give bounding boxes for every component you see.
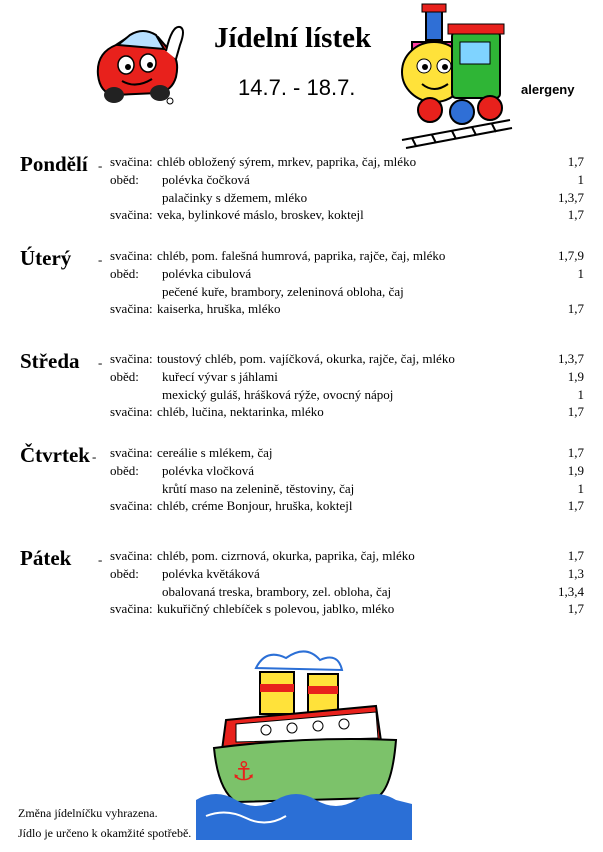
meal-label: oběd: [110,172,139,187]
meal-allergens: 1 [577,172,584,187]
meal-allergens: 1,3,7 [558,351,584,366]
meal-text: polévka čočková [162,172,250,187]
meal-text: obalovaná treska, brambory, zel. obloha, čaj [162,584,392,599]
meal-allergens: 1,3 [567,566,584,581]
day-dash: - [98,158,103,173]
meal-text: cereálie s mlékem, čaj [157,445,273,460]
day-name: Úterý [20,246,72,270]
meal-allergens: 1,7 [567,548,584,563]
meal-label: svačina: [110,445,153,460]
meal-text: krůtí maso na zelenině, těstoviny, čaj [162,481,355,496]
meal-text: chléb obložený sýrem, mrkev, paprika, čaj, mléko [157,154,417,169]
meal-allergens: 1,3,4 [558,584,584,599]
page-title: Jídelní lístek [214,22,372,54]
meal-allergens: 1 [577,266,584,281]
meal-allergens: 1 [577,481,584,496]
meal-allergens: 1,7 [567,601,584,616]
meal-allergens: 1,7 [567,207,584,222]
ship-illustration-icon [196,640,412,840]
meal-label: svačina: [110,601,153,616]
meal-allergens: 1,7 [567,301,584,316]
meal-text: pečené kuře, brambory, zeleninová obloha, čaj [162,284,404,299]
day-dash: - [98,355,103,370]
meal-allergens: 1,3,7 [558,190,584,205]
meal-label: svačina: [110,154,153,169]
meal-text: palačinky s džemem, mléko [162,190,308,205]
day-dash: - [98,552,103,567]
meal-allergens: 1,7 [567,445,584,460]
meal-label: svačina: [110,548,153,563]
meal-allergens: 1,7 [567,498,584,513]
meal-allergens: 1,7 [567,404,584,419]
meal-text: mexický guláš, hrášková rýže, ovocný nápoj [162,387,394,402]
meal-text: chléb, pom. falešná humrová, paprika, rajče, čaj, mléko [157,248,446,263]
meal-text: kaiserka, hruška, mléko [157,301,281,316]
meal-label: oběd: [110,266,139,281]
meal-allergens: 1,7,9 [558,248,584,263]
footer-note-consumption: Jídlo je určeno k okamžité spotřebě. [18,826,192,840]
day-dash: - [98,252,103,267]
meal-label: svačina: [110,301,153,316]
allergens-column-header: alergeny [521,82,575,97]
meal-text: polévka vločková [162,463,255,478]
day-name: Pondělí [20,152,88,176]
train-illustration-icon [392,2,516,152]
meal-text: veka, bylinkové máslo, broskev, koktejl [157,207,364,222]
meal-label: svačina: [110,207,153,222]
meal-label: oběd: [110,566,139,581]
meal-label: svačina: [110,351,153,366]
meal-text: chléb, pom. cizrnová, okurka, paprika, čaj, mléko [157,548,415,563]
svg-text:⚓: ⚓ [232,757,256,787]
meal-allergens: 1,9 [567,369,584,384]
meal-label: svačina: [110,498,153,513]
day-name: Pátek [20,546,72,570]
meal-text: chléb, lučina, nektarinka, mléko [157,404,324,419]
meal-label: svačina: [110,248,153,263]
meal-text: kuřecí vývar s jáhlami [162,369,278,384]
date-range: 14.7. - 18.7. [238,75,356,100]
day-name: Čtvrtek [20,443,90,467]
day-dash: - [92,449,97,464]
day-name: Středa [20,349,80,373]
meal-allergens: 1,7 [567,154,584,169]
meal-text: chléb, créme Bonjour, hruška, koktejl [157,498,353,513]
meal-text: polévka květáková [162,566,260,581]
meal-label: oběd: [110,369,139,384]
meal-text: toustový chléb, pom. vajíčková, okurka, rajče, čaj, mléko [157,351,455,366]
meal-allergens: 1,9 [567,463,584,478]
meal-label: svačina: [110,404,153,419]
meal-allergens: 1 [577,387,584,402]
meal-text: kukuřičný chlebíček s polevou, jablko, mléko [157,601,395,616]
car-illustration-icon [88,15,186,107]
meal-label: oběd: [110,463,139,478]
meal-text: polévka cibulová [162,266,252,281]
footer-note-change: Změna jídelníčku vyhrazena. [18,806,158,820]
